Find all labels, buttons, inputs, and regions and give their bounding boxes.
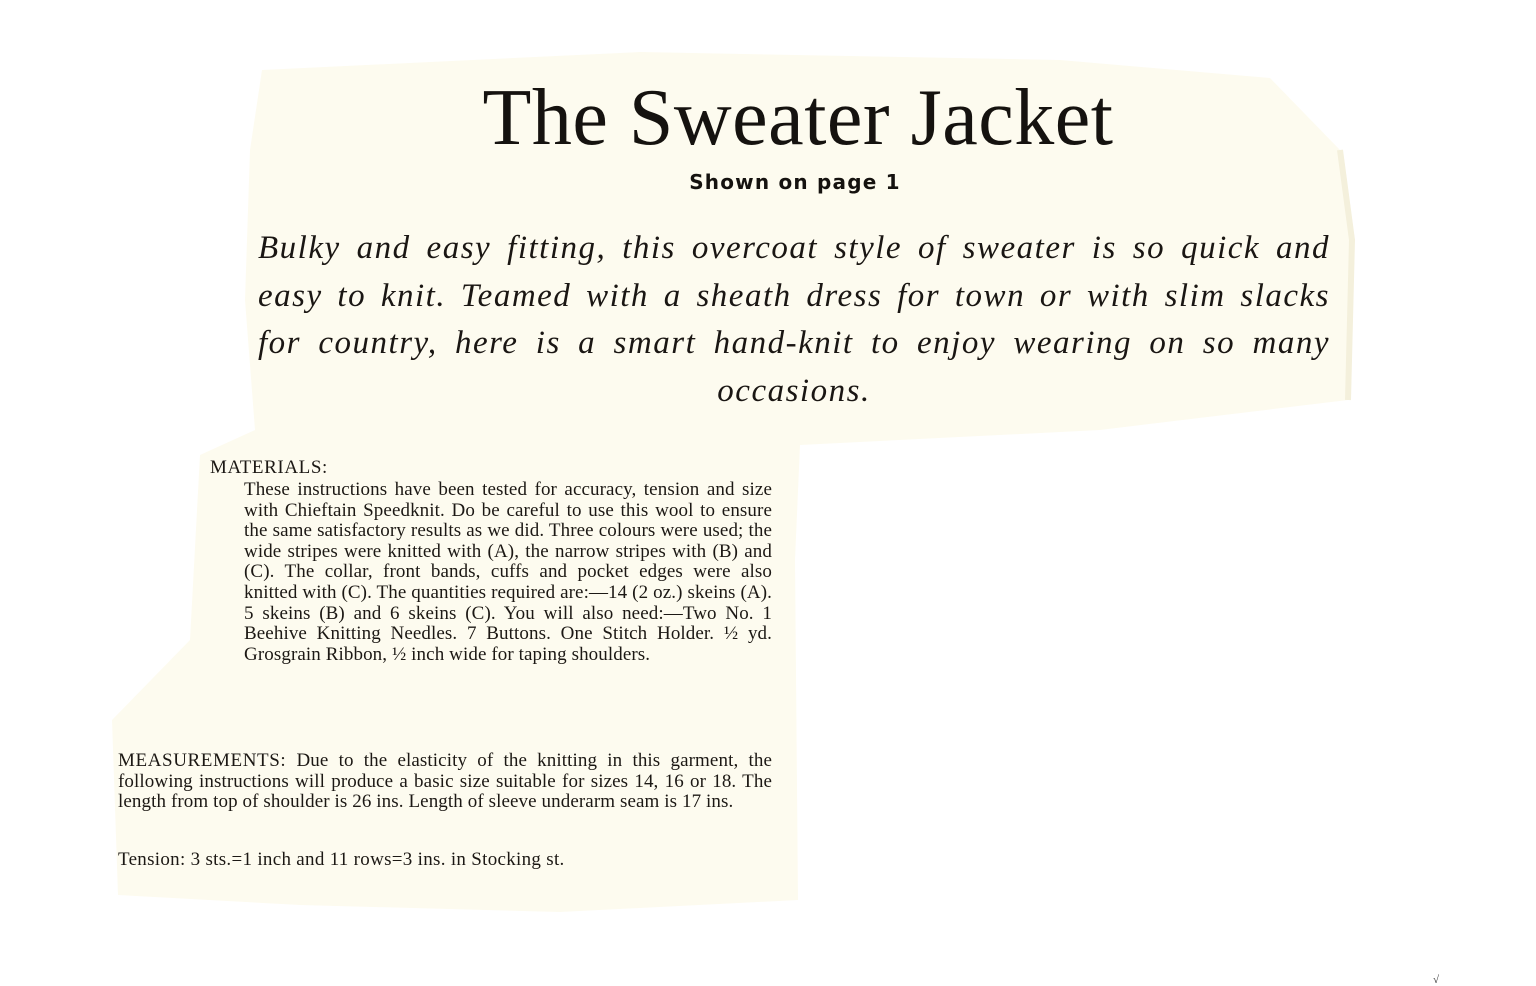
measurements-paragraph [118,751,772,813]
measurements-label: MEASUREMENTS: [118,750,287,771]
tension-line: Tension: 3 sts.=1 inch and 11 rows=3 ins. in Stocking st. [118,849,565,870]
intro-paragraph: Bulky and easy fitting, this overcoat style of sweater is so quick and easy to knit. Teamed with a sheath dress for town or with slim slacks for country, here is a smart hand-knit to enjoy wearing on so many occasions. [258,230,1330,409]
subtitle: Shown on page 1 [689,170,901,194]
measurements-text: Due to the elasticity of the knitting in this garment, the following instructions will produce a basic size suitable for sizes 14, 16 or 18. The length from top of shoulder is 26 ins. Length of sleeve underarm seam is 17 ins. [118,750,772,813]
materials-heading: MATERIALS: [210,457,328,478]
page-title: The Sweater Jacket [482,74,1114,162]
corner-mark: √ [1433,974,1440,986]
materials-body: These instructions have been tested for accuracy, tension and size with Chieftain Speedknit. Do be careful to use this wool to ensure the same satisfactory results as we did. Three colours were used; the wide stripes were knitted with (A), the narrow stripes with (B) and (C). The collar, front bands, cuffs and pocket edges were also knitted with (C). The quantities required are:—14 (2 oz.) skeins (A). 5 skeins (B) and 6 skeins (C). You will also need:—Two No. 1 Beehive Knitting Needles. 7 Buttons. One Stitch Holder. ½ yd. Grosgrain Ribbon, ½ inch wide for taping shoulders. [244,479,772,665]
